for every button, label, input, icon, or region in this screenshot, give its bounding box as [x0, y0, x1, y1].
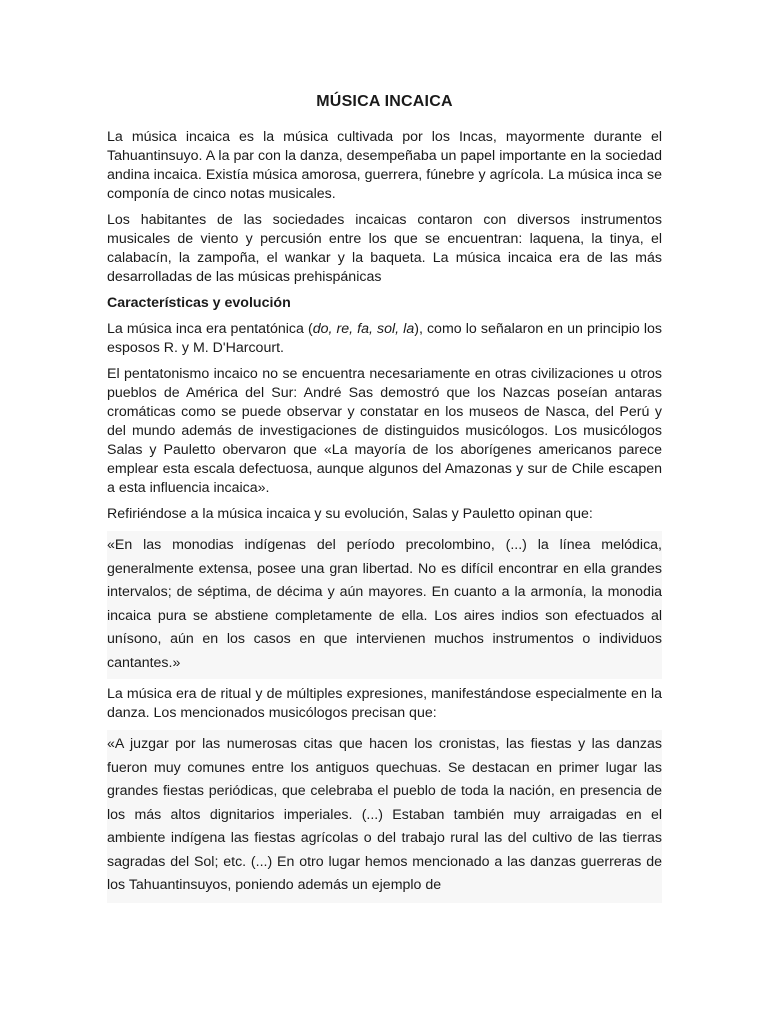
paragraph-pentatonic-start: La música inca era pentatónica ( — [107, 321, 313, 337]
document-page — [107, 92, 662, 909]
paragraph-evolution-intro: Refiriéndose a la música incaica y su evolución, Salas y Pauletto opinan que: — [107, 506, 593, 522]
paragraph-pentatonic-end: ), como lo señalaron en un principio los esposos R. y M. D'Harcourt. — [107, 321, 663, 356]
paragraph-intro: La música incaica es la música cultivada por los Incas, mayormente durante el Tahuantinsuyo. A la par con la danza, desempeñaba un papel importante en la sociedad andina incaica. Existía música amorosa, guerrera, fúnebre y agrícola. La música inca se componía de cinco notas musicales. — [107, 129, 662, 202]
paragraph-pentatonism: El pentatonismo incaico no se encuentra necesariamente en otras civilizaciones u otros pueblos de América del Sur: André Sas demostró que los Nazcas poseían antaras cromáticas como se puede observar y constatar en los museos de Nasca, del Perú y del mundo además de investigaciones de distinguidos musicólogos. Los musicólogos Salas y Pauletto obervaron que «La mayoría de los aborígenes americanos parece emplear esta escala defectuosa, aunque algunos del Amazonas y sur de Chile escapen a esta influencia incaica». — [107, 366, 662, 496]
notes-list: do, re, fa, sol, la — [312, 321, 415, 337]
blockquote-monodias: «En las monodias indígenas del período precolombino, (...) la línea melódica, generalmente extensa, posee una gran libertad. No es difícil encontrar en ella grandes intervalos; de séptima, de décima y aún mayores. En cuanto a la armonía, la monodia incaica pura se abstiene completamente de ella. Los aires indios son efectuados al unísono, aún en los casos en que intervienen muchos instrumentos o individuos cantantes.» — [107, 531, 662, 679]
blockquote-fiestas: «A juzgar por las numerosas citas que hacen los cronistas, las fiestas y las danzas fueron muy comunes entre los antiguos quechuas. Se destacan en primer lugar las grandes fiestas periódicas, que celebraba el pueblo de toda la nación, en presencia de los más altos dignitarios imperiales. (...) Estaban también muy arraigadas en el ambiente indígena las fiestas agrícolas o del trabajo rural las del cultivo de las tierras sagradas del Sol; etc. (...) En otro lugar hemos mencionado a las danzas guerreras de los Tahuantinsuyos, poniendo además un ejemplo de — [107, 730, 662, 903]
paragraph-pentatonic — [107, 320, 662, 358]
section-heading: Características y evolución — [107, 295, 291, 311]
document-title: MÚSICA INCAICA — [316, 93, 453, 110]
paragraph-ritual: La música era de ritual y de múltiples expresiones, manifestándose especialmente en la danza. Los mencionados musicólogos precisan que: — [107, 686, 662, 721]
paragraph-instruments: Los habitantes de las sociedades incaicas contaron con diversos instrumentos musicales de viento y percusión entre los que se encuentran: laquena, la tinya, el calabacín, la zampoña, el wankar y la baqueta. La música incaica era de las más desarrolladas de las músicas prehispánicas — [107, 212, 662, 285]
